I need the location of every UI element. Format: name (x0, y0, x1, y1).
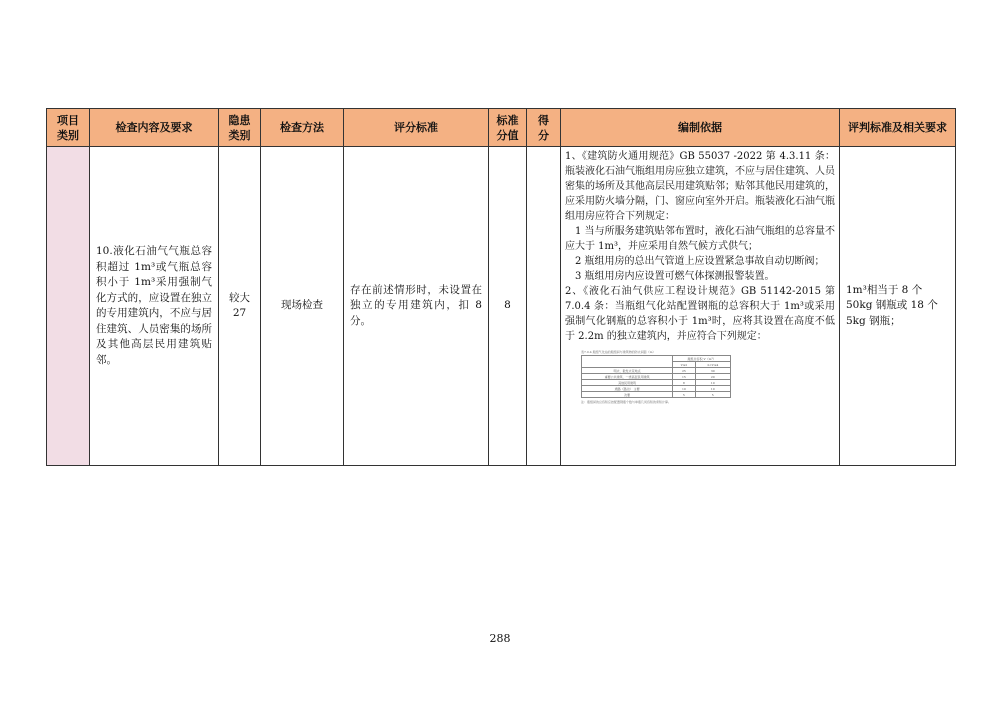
requirement-cell: 10.液化石油气气瓶总容积超过 1m³或气瓶总容积小于 1m³采用强制气化方式的，应设置在独立的专用建筑内，不应与居住建筑、人员密集的场所及其他高层民用建筑贴邻。 (90, 147, 219, 466)
embedded-table-cell: 10 (695, 386, 730, 392)
embedded-table (581, 355, 731, 398)
embedded-table-cell: 其他民用建筑 (582, 380, 673, 386)
embedded-table-cell: 30 (695, 368, 730, 374)
embedded-table-cell: 15 (673, 374, 695, 380)
inspection-table (46, 108, 956, 466)
score-cell: 8 (489, 147, 527, 466)
header-category: 项目类别 (47, 109, 90, 147)
page-number: 288 (489, 632, 511, 645)
embedded-table-cell: 重要公共建筑、一类高层民用建筑 (582, 374, 673, 380)
embedded-table-header: 瓶组总容积 V（m³） (673, 356, 731, 362)
embedded-table-col: V≤2 (673, 362, 695, 368)
header-method: 检查方法 (261, 109, 344, 147)
embedded-table-cell: 次要 (582, 392, 673, 398)
criteria-cell: 存在前述情形时，未设置在独立的专用建筑内，扣 8 分。 (344, 147, 489, 466)
embedded-table-cell: 25 (673, 368, 695, 374)
table-header-row (47, 109, 956, 147)
embedded-table-cell: 8 (673, 380, 695, 386)
embedded-table-cell: 5 (673, 392, 695, 398)
table-row (47, 147, 956, 466)
embedded-table-image (581, 350, 731, 404)
embedded-table-cell: 20 (695, 374, 730, 380)
got-cell (527, 147, 561, 466)
basis-paragraph: 2、《液化石油气供应工程设计规范》GB 51142-2015 第 7.0.4 条：当瓶组气化站配置钢瓶的总容积大于 1m³或采用强制气化钢瓶的总容积小于 1m³时，应将其设置在高度不低于 2.2m 的独立建筑内，并应符合下列规定： (565, 286, 835, 342)
embedded-table-cell: 10 (673, 386, 695, 392)
method-cell: 现场检查 (261, 147, 344, 466)
evaluation-cell: 1m³相当于 8 个 50kg 钢瓶或 18 个 5kg 钢瓶； (840, 147, 956, 466)
embedded-table-cell: 明火、散发火花地点 (582, 368, 673, 374)
header-requirement: 检查内容及要求 (90, 109, 219, 147)
category-cell (47, 147, 90, 466)
basis-paragraph: 1 当与所服务建筑贴邻布置时，液化石油气瓶组的总容量不应大于 1m³，并应采用自然气候方式供气； (565, 226, 835, 252)
basis-paragraph: 3 瓶组用房内应设置可燃气体探测报警装置。 (575, 271, 775, 282)
header-hazard: 隐患类别 (219, 109, 261, 147)
basis-cell (561, 147, 840, 466)
embedded-table-cell: 5 (695, 392, 730, 398)
embedded-table-col: 2<V≤4 (695, 362, 730, 368)
basis-paragraph: 1、《建筑防火通用规范》GB 55037 -2022 第 4.3.11 条：瓶装液化石油气瓶组用房应独立建筑，不应与居住建筑、人员密集的场所及其他高层民用建筑贴邻；贴邻其他民用建筑的，应采用防火墙分隔，门、窗应向室外开启。瓶装液化石油气瓶组用房应符合下列规定： (565, 151, 835, 222)
embedded-table-caption: 表7.0.4 瓶组气化站的瓶组间与建筑物的防火间距（m） (581, 350, 656, 354)
embedded-table-cell: 道路（路边） 主要 (582, 386, 673, 392)
embedded-table-note: 注：瓶组间的总容积应按配置钢瓶个数与单瓶几何容积的乘积计算。 (581, 400, 672, 404)
header-score: 标准分值 (489, 109, 527, 147)
basis-paragraph: 2 瓶组用房的总出气管道上应设置紧急事故自动切断阀； (575, 256, 825, 267)
header-basis: 编制依据 (561, 109, 840, 147)
header-criteria: 评分标准 (344, 109, 489, 147)
embedded-table-cell: 10 (695, 380, 730, 386)
header-evaluation: 评判标准及相关要求 (840, 109, 956, 147)
hazard-cell: 较大 27 (219, 147, 261, 466)
header-got: 得分 (527, 109, 561, 147)
